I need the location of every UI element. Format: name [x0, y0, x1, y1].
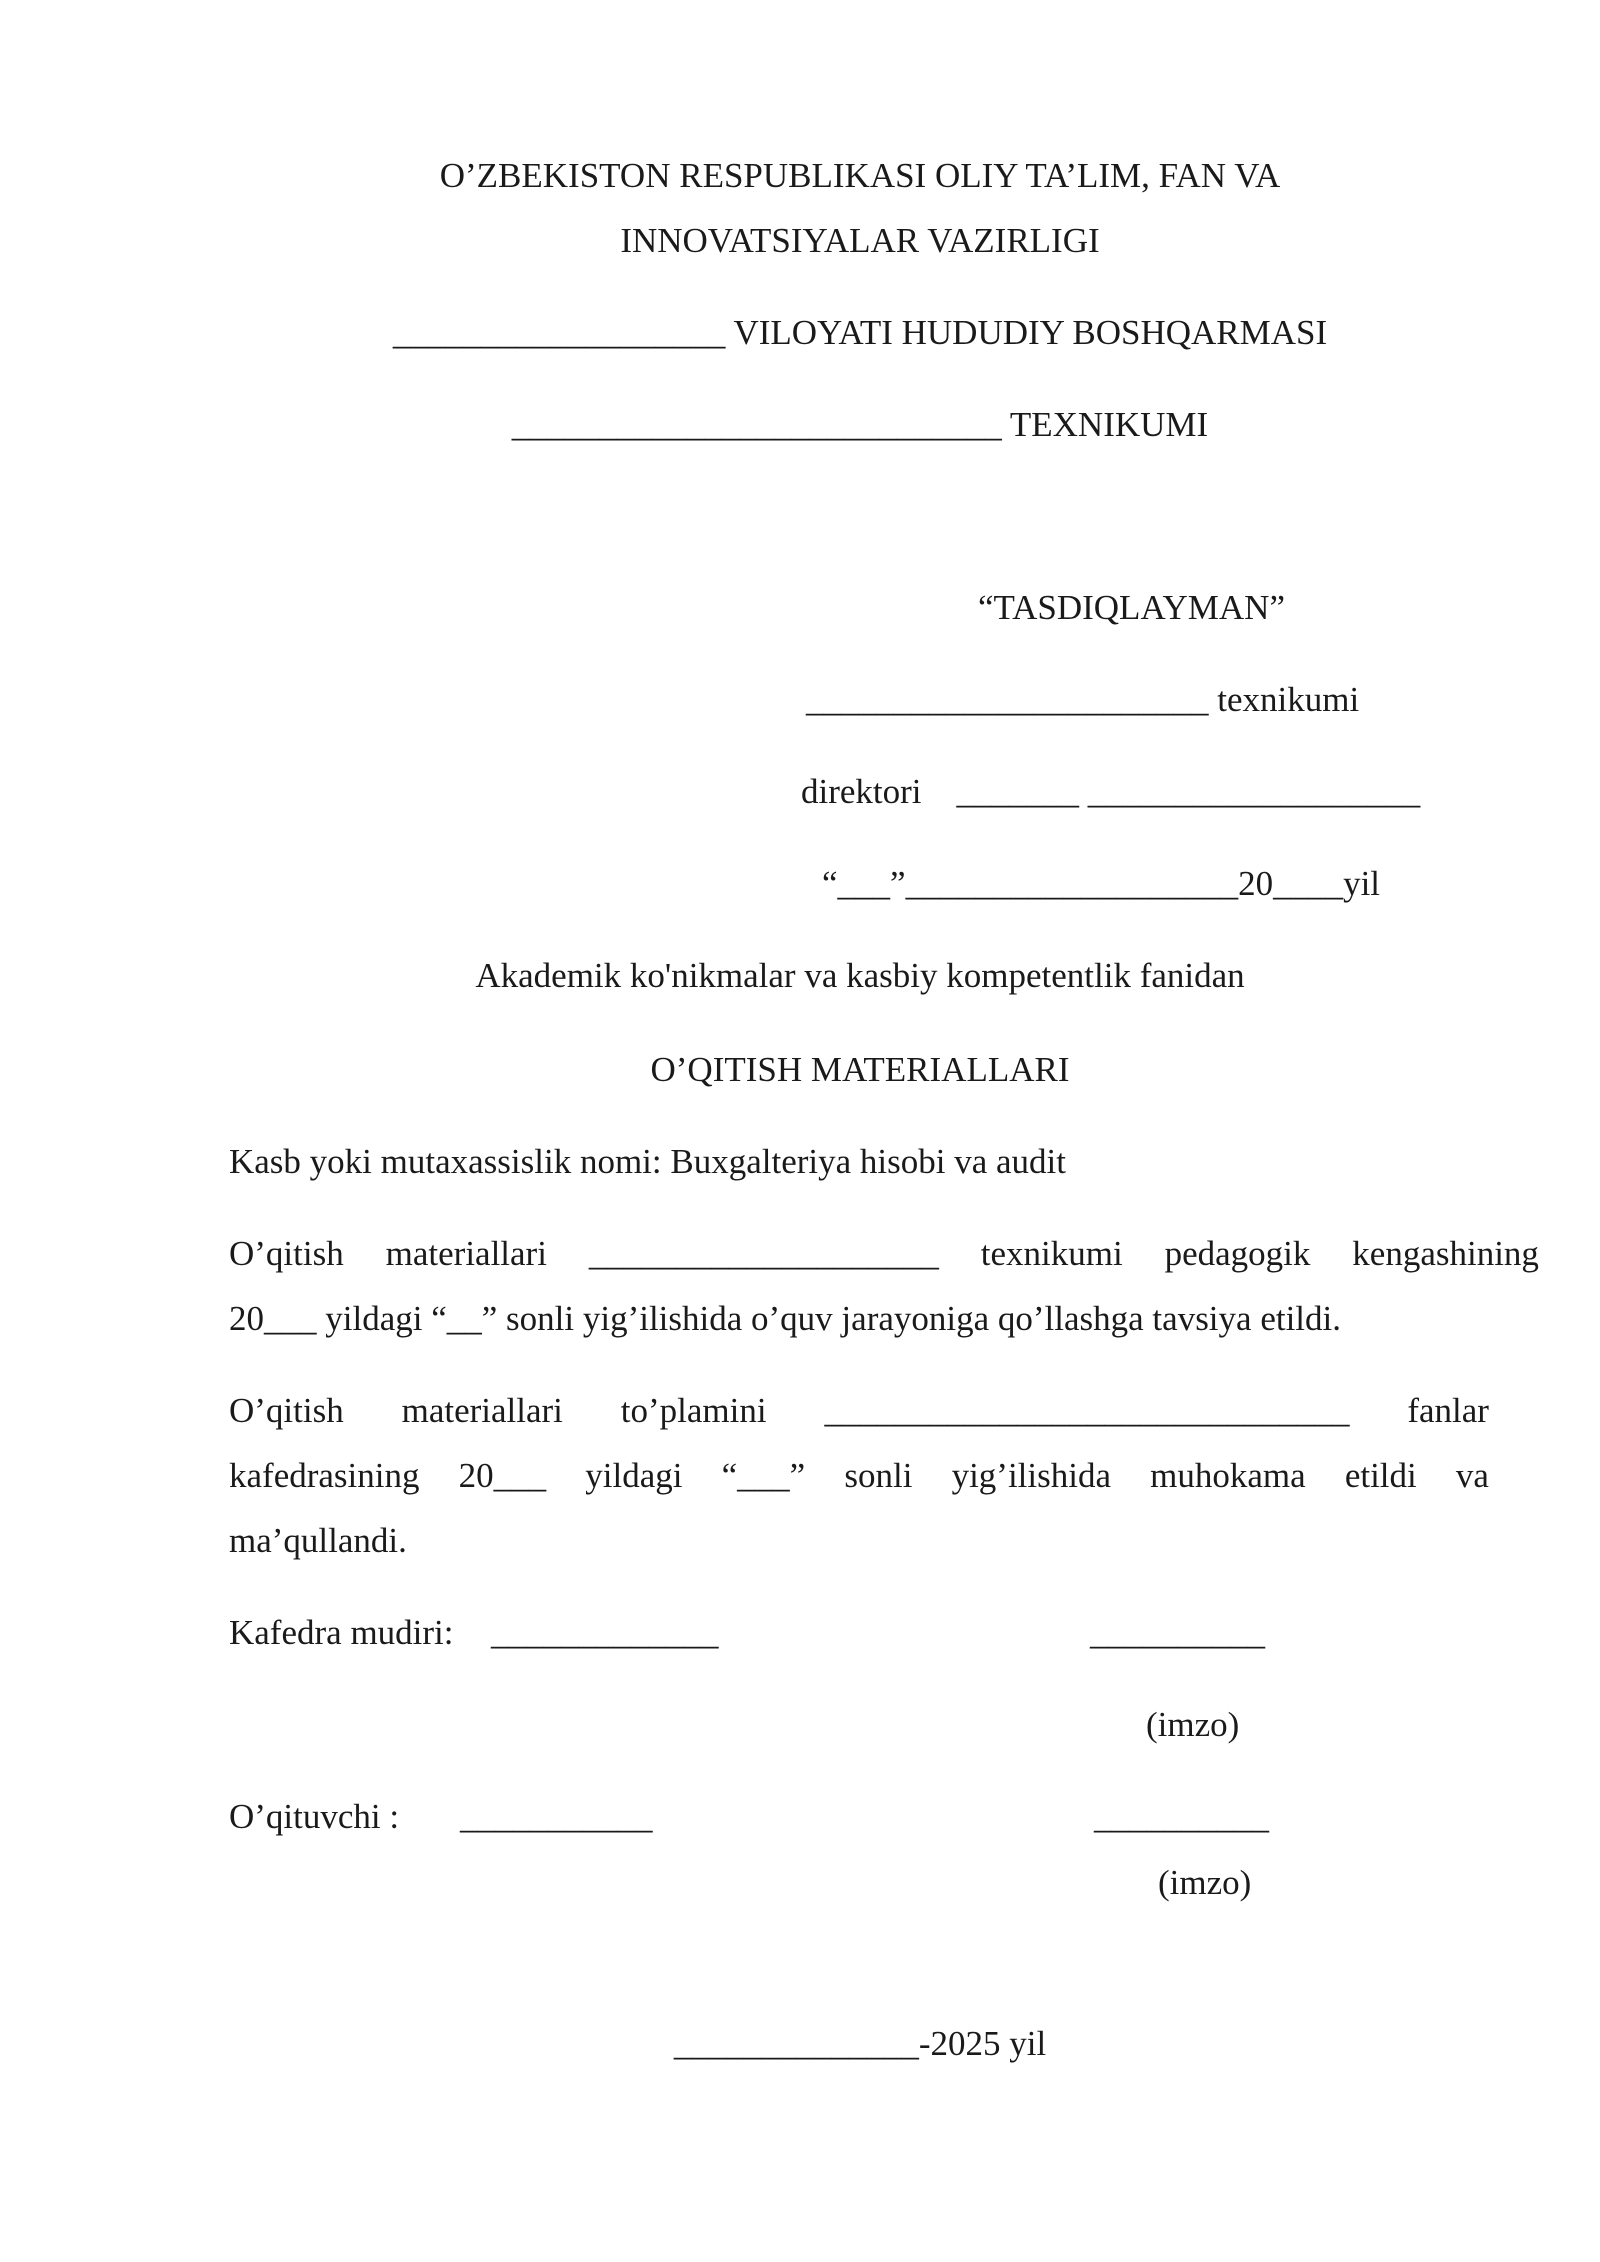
head-of-department-signature-caption: (imzo)	[1146, 1705, 1240, 1744]
word: muhokama	[1150, 1456, 1306, 1495]
year-line: ______________-2025 yil	[673, 2024, 1047, 2063]
region-line: ___________________ VILOYATI HUDUDIY BOSHQARMASI	[392, 313, 1328, 352]
word: O’qitish	[229, 1391, 344, 1430]
word: pedagogik	[1164, 1234, 1311, 1273]
teacher-name-line: ___________	[460, 1797, 653, 1836]
word: yig’ilishida	[951, 1456, 1111, 1495]
paragraph-2-line-2	[229, 1458, 1489, 1493]
approval-title: “TASDIQLAYMAN”	[978, 588, 1285, 627]
word: yildagi	[585, 1456, 683, 1495]
word: to’plamini	[620, 1391, 767, 1430]
technikum-line: ____________________________ TEXNIKUMI	[511, 405, 1209, 444]
word: va	[1455, 1456, 1489, 1495]
approval-technikum-line: _______________________ texnikumi	[806, 680, 1360, 719]
ministry-line-2: INNOVATSIYALAR VAZIRLIGI	[620, 221, 1100, 260]
word: 20___	[458, 1456, 547, 1495]
teacher-signature-line: __________	[1094, 1797, 1269, 1836]
teacher-label: O’qituvchi :	[229, 1797, 400, 1836]
word: “___”	[721, 1456, 806, 1495]
document-title: O’QITISH MATERIALLARI	[650, 1050, 1070, 1089]
head-of-department-name-line: _____________	[491, 1613, 719, 1652]
head-of-department-signature-line: __________	[1090, 1613, 1265, 1652]
paragraph-2-line-1	[229, 1393, 1489, 1428]
word: etildi	[1344, 1456, 1417, 1495]
word: O’qitish	[229, 1234, 344, 1273]
profession-line: Kasb yoki mutaxassislik nomi: Buxgalteriya hisobi va audit	[229, 1142, 1066, 1181]
ministry-line-1: O’ZBEKISTON RESPUBLIKASI OLIY TA’LIM, FAN VA	[439, 156, 1281, 195]
subject-line: Akademik ko'nikmalar va kasbiy kompetentlik fanidan	[475, 956, 1245, 995]
paragraph-2-line-3: ma’qullandi.	[229, 1521, 407, 1560]
paragraph-1-line-2: 20___ yildagi “__” sonli yig’ilishida o’quv jarayoniga qo’llashga tavsiya etildi.	[229, 1299, 1342, 1338]
word: materiallari	[385, 1234, 547, 1273]
approval-director-line: direktori _______ ___________________	[801, 772, 1421, 811]
word: materiallari	[401, 1391, 563, 1430]
word: sonli	[844, 1456, 913, 1495]
blank-line: ______________________________	[824, 1391, 1350, 1430]
approval-date-line: “___”___________________20____yil	[822, 864, 1381, 903]
word: fanlar	[1407, 1391, 1489, 1430]
blank-line: ____________________	[588, 1234, 939, 1273]
head-of-department-label: Kafedra mudiri:	[229, 1613, 454, 1652]
paragraph-1-line-1	[229, 1236, 1539, 1271]
word: texnikumi	[980, 1234, 1123, 1273]
word: kafedrasining	[229, 1456, 420, 1495]
teacher-signature-caption: (imzo)	[1158, 1863, 1252, 1902]
word: kengashining	[1352, 1234, 1539, 1273]
